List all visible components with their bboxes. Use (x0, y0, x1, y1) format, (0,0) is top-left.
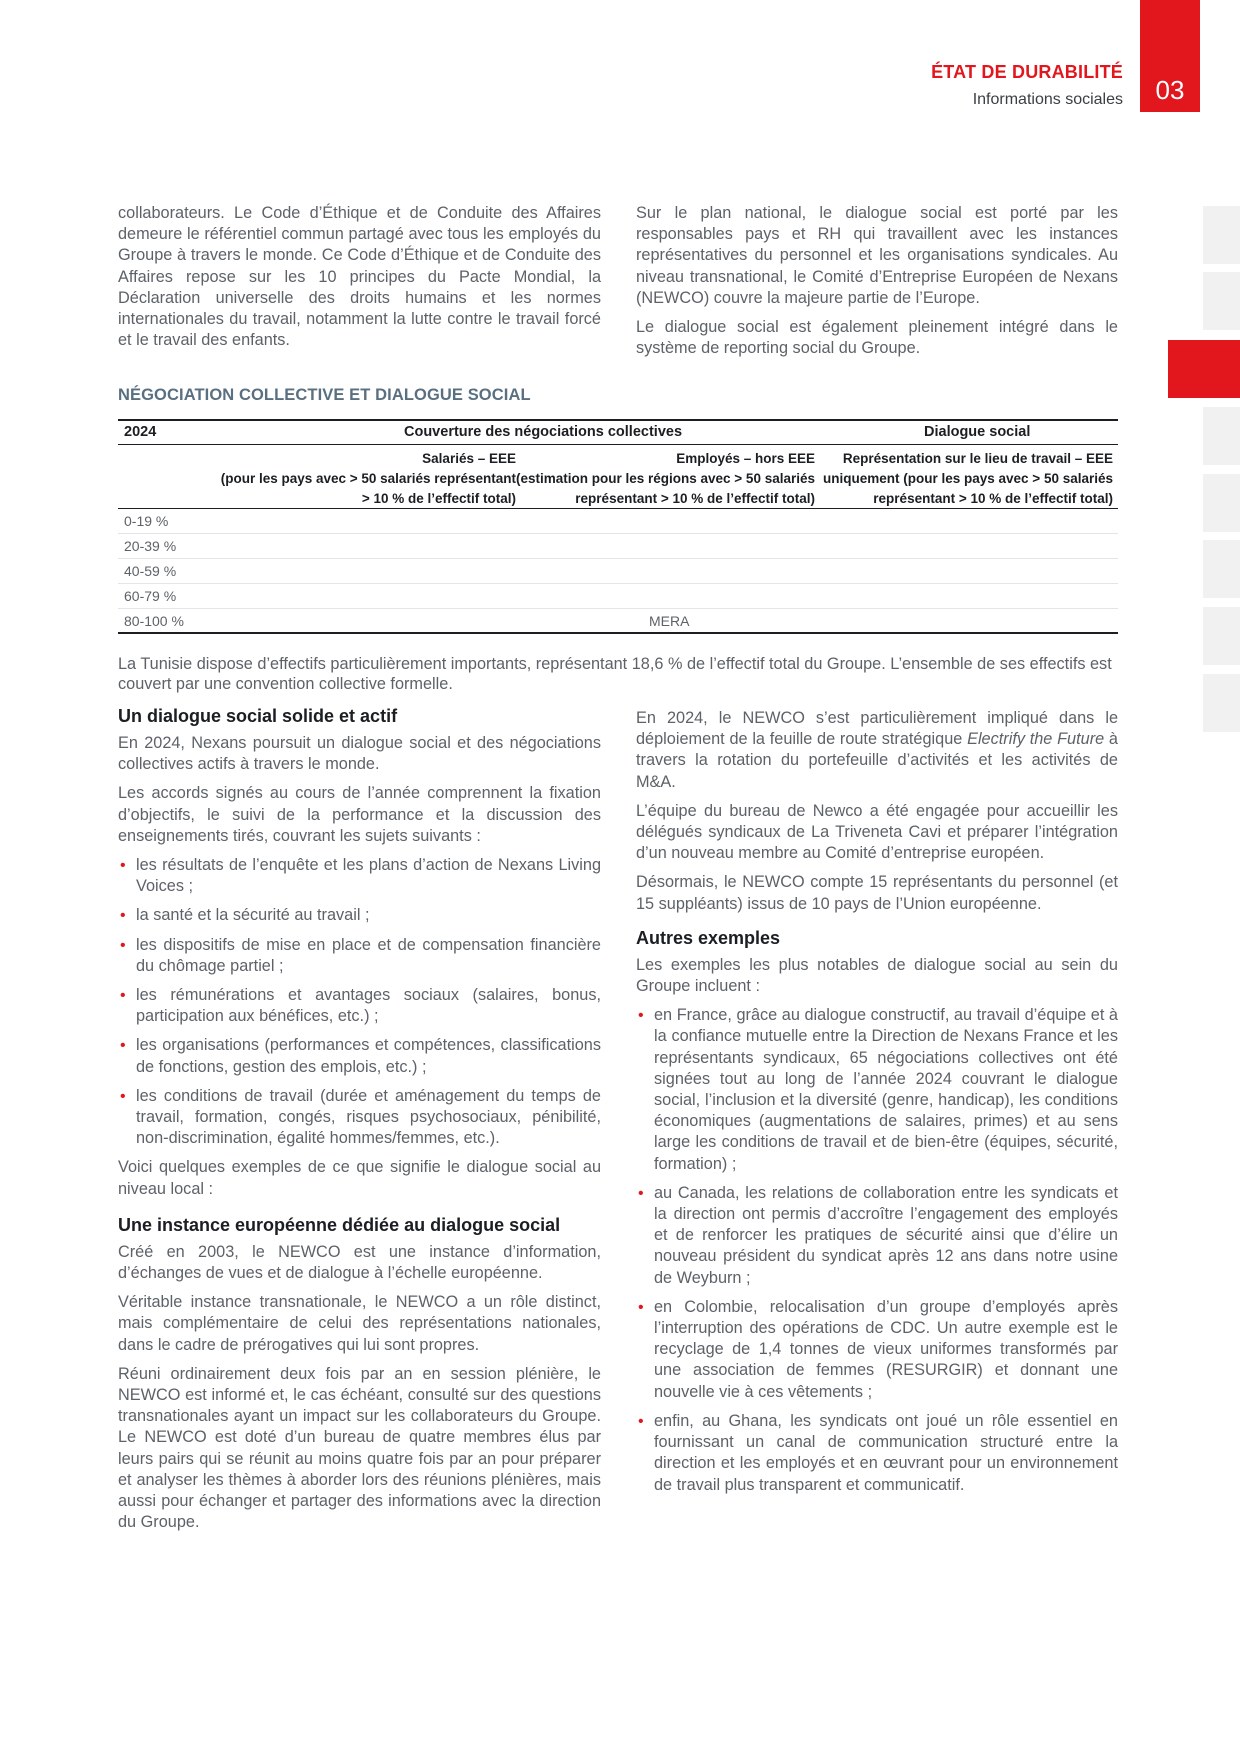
section-header-title: ÉTAT DE DURABILITÉ (931, 62, 1123, 82)
bullet-icon: • (120, 857, 126, 875)
table-note: La Tunisie dispose d’effectifs particulièrement importants, représentant 18,6 % de l’effectif total du Groupe. L’ensemble de ses effectifs est couvert par une convention collective formelle. (118, 655, 1112, 693)
cell-value: MERA (649, 613, 690, 629)
paragraph: Sur le plan national, le dialogue social est porté par les responsables pays et RH qui travaillent avec les instances représentatives du personnel et les organisations syndicales. Au niveau transnational, le Comité d’Entreprise Européen de Nexans (NEWCO) couvre la majeure partie de l’Europe. (636, 204, 1118, 307)
table-row (118, 534, 1118, 559)
side-nav-tab-8[interactable] (1203, 674, 1240, 732)
examples-list (636, 1005, 1118, 1495)
heading-european-body: Une instance européenne dédiée au dialogue social (118, 1214, 561, 1235)
row-label: 80-100 % (124, 613, 184, 629)
side-nav-tab-4[interactable] (1203, 407, 1240, 465)
paragraph: Véritable instance transnationale, le NEWCO a un rôle distinct, mais complémentaire de celui des représentations nationales, dans le cadre de prérogatives qui lui sont propres. (118, 1293, 601, 1354)
lower-left-column (118, 705, 601, 1542)
side-nav-tab-2[interactable] (1203, 272, 1240, 330)
bullet-icon: • (638, 1412, 644, 1430)
top-left-column (118, 203, 601, 359)
heading-dialogue: Un dialogue social solide et actif (118, 706, 398, 726)
list-item: • les rémunérations et avantages sociaux (salaires, bonus, participation aux bénéfices, etc.) ; (120, 986, 601, 1026)
table-row (118, 584, 1118, 609)
list-item: • en France, grâce au dialogue constructif, au travail d’équipe et à la confiance mutuelle entre la Direction de Nexans France et les représentants syndicaux, 65 négociations collectives ont été signées tout au long de l’année 2024 couvrant le dialogue social, l’inclusion et la diversité (genre, handicap), les conditions économiques (augmentations de salaires, primes) et au sens large les conditions de travail et de bien-être (équipes, sécurité, formation) ; (638, 1006, 1118, 1173)
table-year: 2024 (124, 424, 157, 440)
lower-right-column (636, 708, 1118, 1504)
heading-other-examples: Autres exemples (636, 927, 781, 948)
paragraph: Le dialogue social est également pleinement intégré dans le système de reporting social du Groupe. (636, 318, 1118, 358)
side-nav-tab-7[interactable] (1203, 607, 1240, 665)
paragraph: Créé en 2003, le NEWCO est une instance d’information, d’échanges de vues et de dialogue à l’échelle européenne. (118, 1242, 601, 1283)
list-item: • les organisations (performances et compétences, classifications de fonctions, gestion des emplois, etc.) ; (120, 1036, 601, 1076)
paragraph: Réuni ordinairement deux fois par an en session plénière, le NEWCO est informé et, le cas échéant, consulté sur des questions transnationales ayant un impact sur les collaborateurs du Groupe. Le NEWCO est doté d’un bureau de quatre membres élus par leurs pairs qui se réunit au moins quatre fois par an pour préparer et analyser les thèmes à aborder lors des réunions plénières, mais aussi pour échanger et partager des informations avec la direction du Groupe. (118, 1364, 601, 1532)
row-label: 20-39 % (124, 538, 177, 554)
paragraph: Voici quelques exemples de ce que signifie le dialogue social au niveau local : (118, 1158, 601, 1198)
topics-list (118, 855, 601, 1149)
list-item: • en Colombie, relocalisation d’un groupe d’employés après l’interruption des opérations de CDC. Un autre exemple est le recyclage de 1,4 tonnes de vieux uniformes transformés par une association de femmes (RESURGIR) et donnant une nouvelle vie à ces vêtements ; (638, 1297, 1118, 1401)
list-item: • la santé et la sécurité au travail ; (118, 905, 601, 926)
bullet-icon: • (120, 987, 126, 1005)
column-header-eee: Salariés – EEE (pour les pays avec > 50 salariés représentant > 10 % de l’effectif total) (220, 451, 516, 506)
list-item: • enfin, au Ghana, les syndicats ont joué un rôle essentiel en fournissant un canal de communication structuré entre la direction et les employés et en œuvrant pour un environnement de travail plus transparent et communicatif. (638, 1411, 1118, 1494)
negotiation-table (118, 419, 1118, 634)
section-header-subtitle: Informations sociales (972, 91, 1123, 108)
paragraph: En 2024, le NEWCO s’est particulièrement impliqué dans le déploiement de la feuille de route stratégique Electrify the Future à travers la rotation du portefeuille d’activités et les activités de M&A. (636, 709, 1118, 791)
section-title: NÉGOCIATION COLLECTIVE ET DIALOGUE SOCIAL (118, 386, 531, 404)
column-header-representation: Représentation sur le lieu de travail – EEE uniquement (pour les pays avec > 50 salariés représentant > 10 % de l’effectif total) (823, 451, 1114, 506)
paragraph: Les accords signés au cours de l’année comprennent la fixation d’objectifs, le suivi de la performance et la discussion des enseignements tirés, couvrant les sujets suivants : (118, 784, 601, 845)
row-label: 60-79 % (124, 588, 177, 604)
list-item: • les conditions de travail (durée et aménagement du temps de travail, formation, congés, risques psychosociaux, pénibilité, non-discrimination, égalité hommes/femmes, etc.). (120, 1086, 601, 1148)
table-row (118, 559, 1118, 584)
side-nav-tab-6[interactable] (1203, 540, 1240, 598)
table-row (118, 509, 1118, 534)
row-label: 40-59 % (124, 563, 177, 579)
paragraph: Désormais, le NEWCO compte 15 représentants du personnel (et 15 suppléants) issus de 10 pays de l’Union européenne. (636, 873, 1118, 913)
bullet-icon: • (120, 1087, 126, 1105)
paragraph: Les exemples les plus notables de dialogue social au sein du Groupe incluent : (636, 955, 1118, 996)
bullet-icon: • (638, 1298, 644, 1316)
list-item: • les dispositifs de mise en place et de compensation financière du chômage partiel ; (120, 935, 601, 975)
table-group-coverage: Couverture des négociations collectives (404, 424, 683, 440)
bullet-icon: • (638, 1184, 644, 1202)
bullet-icon: • (638, 1007, 644, 1025)
column-header-non-eee: Employés – hors EEE (estimation pour les régions avec > 50 salariés représentant > 10 % de l’effectif total) (515, 451, 815, 506)
side-nav-tab-active[interactable] (1168, 340, 1240, 398)
paragraph: collaborateurs. Le Code d’Éthique et de Conduite des Affaires demeure le référentiel commun partagé avec tous les employés du Groupe à travers le monde. Ce Code d’Éthique et de Conduite des Affaires repose sur les 10 principes du Pacte Mondial, la Déclaration universelle des droits humains et les normes internationales du travail, notamment la lutte contre le travail forcé et le travail des enfants. (118, 204, 601, 350)
table-row (118, 609, 1118, 634)
table-group-dialogue: Dialogue social (924, 424, 1031, 440)
bullet-icon: • (120, 936, 126, 954)
list-item: • au Canada, les relations de collaboration entre les syndicats et la direction ont permis d’accroître l’engagement des employés et de renforcer les pratiques de sécurité ainsi que d’élire un nouveau président du syndicat après 12 ans dans notre usine de Weyburn ; (638, 1183, 1118, 1287)
paragraph: En 2024, Nexans poursuit un dialogue social et des négociations collectives actifs à travers le monde. (118, 734, 601, 774)
paragraph: L’équipe du bureau de Newco a été engagée pour accueillir les délégués syndicaux de La Triveneta Cavi et préparer l’intégration d’un nouveau membre au Comité d’entreprise européen. (636, 801, 1118, 863)
row-label: 0-19 % (124, 513, 169, 529)
chapter-number: 03 (1155, 75, 1185, 105)
side-nav-tab-1[interactable] (1203, 206, 1240, 264)
side-nav-tab-5[interactable] (1203, 474, 1240, 532)
table-header-row (118, 419, 1118, 445)
table-subheader-row (118, 445, 1118, 509)
top-right-column (636, 203, 1118, 367)
list-item: • les résultats de l’enquête et les plans d’action de Nexans Living Voices ; (120, 856, 601, 896)
bullet-icon: • (120, 1037, 126, 1055)
bullet-icon: • (120, 907, 126, 925)
